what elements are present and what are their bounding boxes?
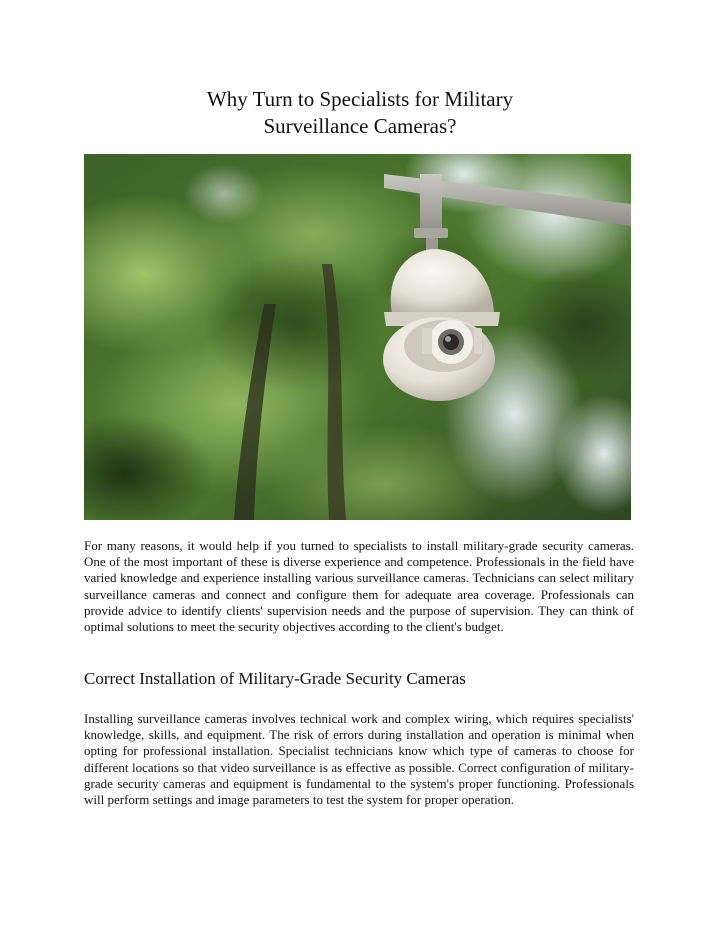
title-line-2: Surveillance Cameras? [263,114,457,138]
intro-paragraph: For many reasons, it would help if you turned to specialists to install military-grade security cameras. One of the most important of these is diverse experience and competence. Professionals in the field have varied knowledge and experience installing various surveillance cameras. Technicians can select military surveillance cameras and connect and configure them for adequate area coverage. Professionals can provide advice to identify clients' supervision needs and the purpose of supervision. They can think of optimal solutions to meet the security objectives according to the client's budget. [84,538,634,635]
surveillance-camera-photo [84,154,631,520]
document-title [84,86,636,140]
title-line-1: Why Turn to Specialists for Military [206,87,514,111]
section-heading: Correct Installation of Military-Grade Security Cameras [84,669,466,688]
installation-paragraph: Installing surveillance cameras involves technical work and complex wiring, which requires specialists' knowledge, skills, and equipment. The risk of errors during installation and operation is minimal when opting for professional installation. Specialist technicians know which type of cameras to choose for different locations so that video surveillance is as effective as possible. Correct configuration of military-grade security cameras and equipment is fundamental to the system's proper functioning. Professionals will perform settings and image parameters to test the system for proper operation. [84,711,634,808]
camera-photo-illustration [84,154,631,520]
